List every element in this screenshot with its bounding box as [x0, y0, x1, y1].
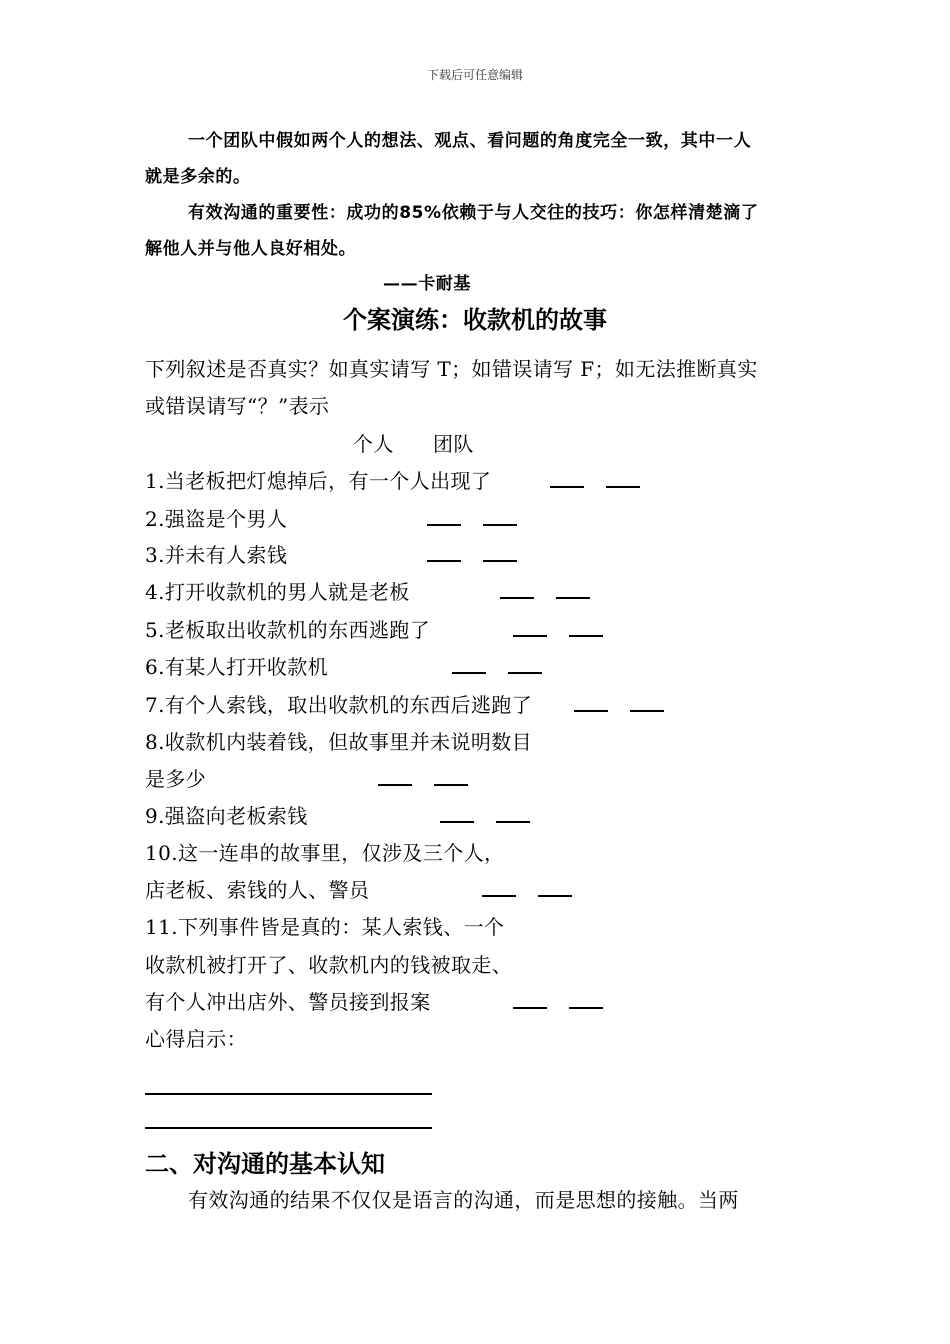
team-answer-blank[interactable]: [508, 656, 542, 674]
team-answer-blank[interactable]: [483, 544, 517, 562]
statement-text: 有个人冲出店外、警员接到报案: [145, 990, 431, 1014]
statement-text: 11.下列事件皆是真的：某人索钱、一个: [145, 915, 505, 939]
column-header-team: 团队: [433, 432, 474, 456]
statement-text: 2.强盗是个男人: [145, 507, 288, 531]
quote-line-3: 有效沟通的重要性：成功的85%依赖于与人交往的技巧：你怎样清楚滴了: [188, 203, 759, 223]
answer-blanks: [482, 879, 572, 901]
statement-text: 店老板、索钱的人、警员: [145, 878, 370, 902]
team-answer-blank[interactable]: [556, 581, 590, 599]
statement-text: 收款机被打开了、收款机内的钱被取走、: [145, 953, 513, 977]
quote-author: ——卡耐基: [383, 274, 471, 294]
personal-answer-blank[interactable]: [482, 879, 516, 897]
statement-text: 7.有个人索钱，取出收款机的东西后逃跑了: [145, 693, 533, 717]
statement-text: 10.这一连串的故事里，仅涉及三个人，: [145, 841, 505, 865]
personal-answer-blank[interactable]: [574, 694, 608, 712]
statement-item: [145, 614, 430, 643]
answer-blanks: [513, 991, 603, 1013]
statement-text: 4.打开收款机的男人就是老板: [145, 580, 410, 604]
statement-item-continued: [145, 874, 369, 903]
personal-answer-blank[interactable]: [452, 656, 486, 674]
statement-item: [145, 651, 328, 680]
statement-item: [145, 689, 532, 718]
column-header-personal: 个人: [353, 432, 394, 456]
team-answer-blank[interactable]: [538, 879, 572, 897]
statement-text: 9.强盗向老板索钱: [145, 804, 308, 828]
statement-item-continued: [145, 949, 512, 978]
section-heading: 二、对沟通的基本认知: [145, 1150, 385, 1178]
statement-text: 5.老板取出收款机的东西逃跑了: [145, 618, 431, 642]
insight-answer-line[interactable]: [145, 1127, 432, 1129]
statement-item-continued: [145, 986, 431, 1015]
personal-answer-blank[interactable]: [513, 991, 547, 1009]
answer-blanks: [574, 694, 664, 716]
answer-blanks: [513, 619, 603, 641]
instructions-line-2: 或错误请写“？”表示: [145, 394, 330, 418]
statement-item: [145, 911, 504, 940]
statement-text: 是多少: [145, 767, 207, 791]
quote-line-4: 解他人并与他人良好相处。: [145, 239, 357, 259]
personal-answer-blank[interactable]: [378, 768, 412, 786]
statement-item: [145, 800, 308, 829]
personal-answer-blank[interactable]: [513, 619, 547, 637]
quote-line-2: 就是多余的。: [145, 167, 251, 187]
instructions-line-1: 下列叙述是否真实？如真实请写 T；如错误请写 F；如无法推断真实: [145, 357, 758, 381]
statement-item: [145, 726, 532, 755]
insight-label: 心得启示：: [145, 1027, 247, 1051]
personal-answer-blank[interactable]: [427, 508, 461, 526]
answer-blanks: [550, 470, 640, 492]
statement-item: [145, 837, 504, 866]
statement-item: [145, 576, 410, 605]
statement-item: [145, 465, 491, 494]
personal-answer-blank[interactable]: [550, 470, 584, 488]
answer-blanks: [378, 768, 468, 790]
statement-item-continued: [145, 763, 206, 792]
personal-answer-blank[interactable]: [500, 581, 534, 599]
team-answer-blank[interactable]: [569, 619, 603, 637]
page-title: 个案演练：收款机的故事: [343, 306, 607, 334]
answer-blanks: [427, 508, 517, 530]
statement-item: [145, 539, 287, 568]
team-answer-blank[interactable]: [483, 508, 517, 526]
answer-blanks: [452, 656, 542, 678]
personal-answer-blank[interactable]: [440, 805, 474, 823]
team-answer-blank[interactable]: [606, 470, 640, 488]
statement-text: 1.当老板把灯熄掉后，有一个人出现了: [145, 469, 492, 493]
team-answer-blank[interactable]: [569, 991, 603, 1009]
team-answer-blank[interactable]: [434, 768, 468, 786]
page-header: 下载后可任意编辑: [426, 68, 523, 82]
answer-blanks: [500, 581, 590, 603]
team-answer-blank[interactable]: [630, 694, 664, 712]
answer-blanks: [440, 805, 530, 827]
statement-item: [145, 503, 287, 532]
statement-text: 8.收款机内装着钱，但故事里并未说明数目: [145, 730, 533, 754]
section-paragraph: 有效沟通的结果不仅仅是语言的沟通，而是思想的接触。当两: [188, 1188, 739, 1212]
team-answer-blank[interactable]: [496, 805, 530, 823]
personal-answer-blank[interactable]: [427, 544, 461, 562]
statement-text: 6.有某人打开收款机: [145, 655, 329, 679]
quote-line-1: 一个团队中假如两个人的想法、观点、看问题的角度完全一致，其中一人: [188, 131, 752, 151]
answer-blanks: [427, 544, 517, 566]
statement-text: 3.并未有人索钱: [145, 543, 288, 567]
insight-answer-line[interactable]: [145, 1093, 432, 1095]
